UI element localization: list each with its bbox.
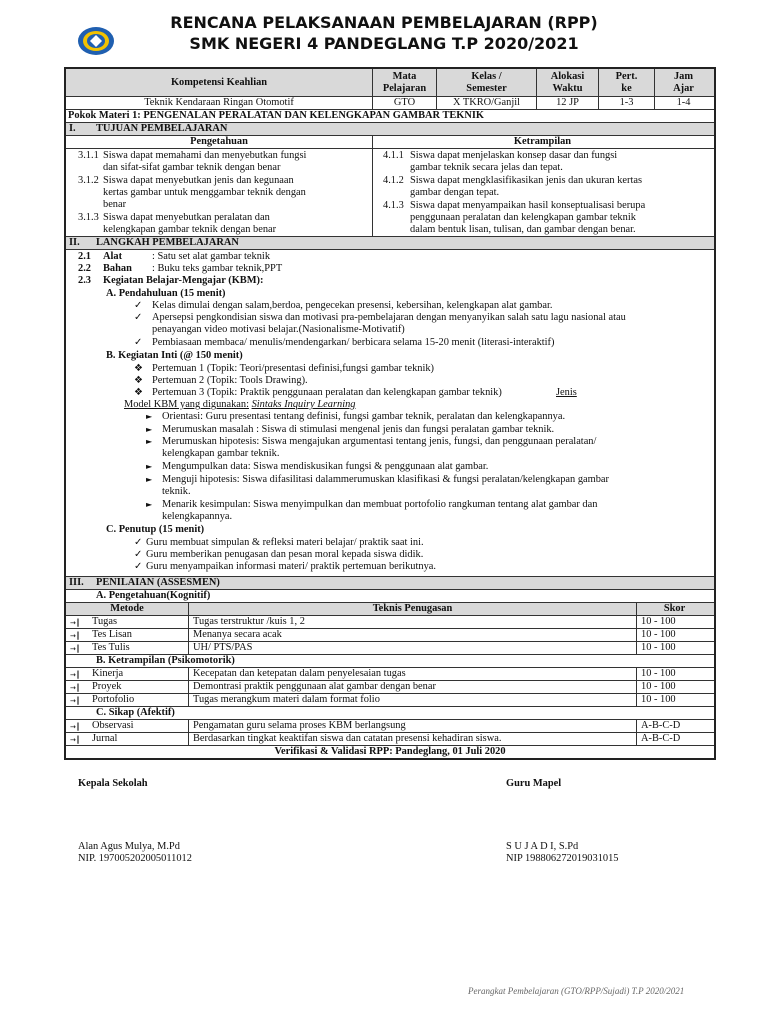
col-kompetensi: Kompetensi Keahlian xyxy=(170,77,268,88)
score-cell: 10 - 100 xyxy=(636,681,712,693)
value-pertemuan: 1-3 xyxy=(598,97,654,109)
kognitif-row xyxy=(66,642,714,655)
value-mapel: GTO xyxy=(372,97,436,109)
kognitif-row xyxy=(66,616,714,629)
method-cell: →║ Kinerja xyxy=(70,668,124,679)
section-langkah-heading: II. LANGKAH PEMBELAJARAN xyxy=(66,237,714,250)
sintaks-item: Mengumpulkan data: Siswa mendiskusikan fungsi & penggunaan alat gambar. xyxy=(162,461,489,472)
kepala-sekolah-name: Alan Agus Mulya, M.Pd xyxy=(78,841,180,852)
pendahuluan-heading: A. Pendahuluan (15 menit) xyxy=(106,288,226,299)
kepala-sekolah-nip: NIP. 197005202005011012 xyxy=(78,853,192,864)
task-cell: Menanya secara acak xyxy=(188,629,636,641)
value-kelas: X TKRO/Ganjil xyxy=(436,97,536,109)
penutup-item: Guru memberikan penugasan dan pesan moral kepada siswa didik. xyxy=(146,549,424,560)
model-jenis: Jenis xyxy=(556,387,577,398)
method-cell: →║ Portofolio xyxy=(70,694,135,705)
inti-heading: B. Kegiatan Inti (@ 150 menit) xyxy=(106,350,243,361)
penutup-heading: C. Penutup (15 menit) xyxy=(106,524,205,535)
row-marker-icon: →║ xyxy=(70,645,81,653)
afektif-heading: C. Sikap (Afektif) xyxy=(66,707,714,720)
rpp-sheet xyxy=(64,67,716,760)
psikomotorik-row xyxy=(66,681,714,694)
langkah-body: 2.1 Alat : Satu set alat gambar teknik 2.2 Bahan : Buku teks gambar teknik,PPT 2.3 Kegiatan Belajar-Mengajar (KBM): A. Pendahuluan (15 menit) ✓ Kelas dimulai dengan salam,berdoa, pengecekan presensi, kebersihan, kelengkapan alat gambar. ✓ Apersepsi pengkondisian siswa dan motivasi pra-pembelajaran dengan menyanyikan salah satu lagu nasional atau penayangan video motivasi belajar.(Nasionalisme-Motivatif) ✓ Pembiasaan membaca/ menulis/mendengarkan/ berbicara selama 15-20 menit (literasi-interaktif) B. Kegiatan Inti (@ 150 menit) ❖ Pertemuan 1 (Topik: Teori/presentasi definisi,fungsi gambar teknik) ❖ Pertemuan 2 (Topik: Tools Drawing). ❖ Pertemuan 3 (Topik: Praktik penggunaan peralatan dan kelengkapan gambar teknik) Jenis Model KBM yang digunakan: Sintaks Inquiry Learning ► Orientasi: Guru presentasi tentang definisi, fungsi gambar teknik, peralatan dan kelengkapannya. ► Merumuskan masalah : Siswa di stimulasi mengenal jenis dan fungsi peralatan gambar teknik. ► Merumuskan hipotesis: Siswa mengajukan argumentasi tentang jenis, fungsi, dan penggunaan peralatan/ kelengkapan gambar teknik. ► Mengumpulkan data: Siswa mendiskusikan fungsi & penggunaan alat gambar. ► Menguji hipotesis: Siswa difasilitasi dalammerumuskan klasifikasi & fungsi peralatan/kelengkapan gambar teknik. ► Menarik kesimpulan: Siswa menyimpulkan dan membuat portofolio rangkuman tentang alat gambar dan kelengkapannya. C. Penutup (15 menit) ✓ Guru membuat simpulan & refleksi materi belajar/ praktik saat ini. ✓ Guru memberikan penugasan dan pesan moral kepada siswa didik. ✓ Guru menyampaikan informasi materi/ praktik pertemuan berikutnya. xyxy=(66,250,714,577)
row-marker-icon: →║ xyxy=(70,632,81,640)
sintaks-item: Orientasi: Guru presentasi tentang definisi, fungsi gambar teknik, peralatan dan kelengkapannya. xyxy=(162,411,566,422)
pengetahuan-label: Pengetahuan xyxy=(190,136,248,147)
method-cell: →║ Proyek xyxy=(70,681,122,692)
afektif-row xyxy=(66,720,714,733)
psikomotorik-heading: B. Ketrampilan (Psikomotorik) xyxy=(66,655,714,668)
document-title: RENCANA PELAKSANAAN PEMBELAJARAN (RPP) xyxy=(170,13,598,32)
sintaks-item: Merumuskan masalah : Siswa di stimulasi mengenal jenis dan fungsi peralatan gambar teknik. xyxy=(162,424,555,435)
info-values-row xyxy=(66,97,714,110)
ketrampilan-label: Ketrampilan xyxy=(372,136,712,148)
task-cell: Pengamatan guru selama proses KBM berlangsung xyxy=(188,720,636,732)
score-cell: 10 - 100 xyxy=(636,668,712,680)
method-cell: →║ Tes Tulis xyxy=(70,642,130,653)
value-kompetensi: Teknik Kendaraan Ringan Otomotif xyxy=(144,97,294,108)
task-cell: UH/ PTS/PAS xyxy=(188,642,636,654)
pendahuluan-item: ✓ xyxy=(134,300,143,311)
score-cell: 10 - 100 xyxy=(636,629,712,641)
pertemuan-item: ❖ xyxy=(134,375,143,386)
method-cell: →║ Jurnal xyxy=(70,733,118,744)
row-marker-icon: →║ xyxy=(70,684,81,692)
pokok-materi: Pokok Materi 1: PENGENALAN PERALATAN DAN KELENGKAPAN GAMBAR TEKNIK xyxy=(66,110,714,123)
col-pertemuan: Pert. ke xyxy=(598,69,654,96)
guru-mapel-nip: NIP 198806272019031015 xyxy=(506,853,619,864)
col-kelas: Kelas / Semester xyxy=(436,69,536,96)
kepala-sekolah-role: Kepala Sekolah xyxy=(78,778,148,789)
document-header xyxy=(0,12,768,54)
penutup-item: Guru menyampaikan informasi materi/ praktik pertemuan berikutnya. xyxy=(146,561,436,572)
pengetahuan-list: 3.1.1 Siswa dapat memahami dan menyebutkan fungsi dan sifat-sifat gambar teknik dengan benar 3.1.2 Siswa dapat menyebutkan jenis dan kegunaan kertas gambar untuk menggambar teknik dengan benar 3.1.3 Siswa dapat menyebutkan peralatan dan kelengkapan gambar teknik dengan benar xyxy=(78,150,307,235)
pertemuan-item: ❖ xyxy=(134,363,143,374)
guru-mapel-role: Guru Mapel xyxy=(506,778,562,789)
value-jam: 1-4 xyxy=(654,97,712,109)
score-cell: 10 - 100 xyxy=(636,616,712,628)
task-cell: Demontrasi praktik penggunaan alat gambar dengan benar xyxy=(188,681,636,693)
pendahuluan-item: ✓ xyxy=(134,312,143,323)
verifikasi: Verifikasi & Validasi RPP: Pandeglang, 01 Juli 2020 xyxy=(66,746,714,760)
col-alokasi: Alokasi Waktu xyxy=(536,69,598,96)
ketrampilan-list: 4.1.1 Siswa dapat menjelaskan konsep dasar dan fungsi gambar teknik secara jelas dan tepat. 4.1.2 Siswa dapat mengklasifikasikan jenis dan ukuran kertas gambar dengan tepat. 4.1.3 Siswa dapat menyampaikan hasil konseptualisasi berupa penggunaan peralatan dan kelengkapan gambar teknik dalam bentuk lisan, tulisan, dan gambar dengan benar. xyxy=(372,149,712,236)
method-cell: →║ Tes Lisan xyxy=(70,629,132,640)
method-cell: →║ Observasi xyxy=(70,720,134,731)
value-alokasi: 12 JP xyxy=(536,97,598,109)
row-marker-icon: →║ xyxy=(70,697,81,705)
sintaks-item: Menarik kesimpulan: Siswa menyimpulkan dan membuat portofolio rangkuman tentang alat gambar dan xyxy=(162,499,598,510)
page-footer: Perangkat Pembelajaran (GTO/RPP/Sujadi) T.P 2020/2021 xyxy=(468,986,685,996)
kognitif-heading: A. Pengetahuan(Kognitif) xyxy=(66,590,714,603)
section-tujuan-heading: I. TUJUAN PEMBELAJARAN xyxy=(66,123,714,136)
pendahuluan-item: ✓ xyxy=(134,337,143,348)
pertemuan-item: ❖ xyxy=(134,387,143,398)
task-cell: Berdasarkan tingkat keaktifan siswa dan catatan presensi kehadiran siswa. xyxy=(188,733,636,745)
score-cell: A-B-C-D xyxy=(636,720,712,732)
psikomotorik-row xyxy=(66,668,714,681)
model-kbm: Model KBM yang digunakan: Sintaks Inquiry Learning xyxy=(124,399,356,410)
psikomotorik-row xyxy=(66,694,714,707)
task-cell: Tugas terstruktur /kuis 1, 2 xyxy=(188,616,636,628)
kognitif-row xyxy=(66,629,714,642)
score-cell: 10 - 100 xyxy=(636,694,712,706)
penutup-item: Guru membuat simpulan & refleksi materi belajar/ praktik saat ini. xyxy=(146,537,424,548)
penilaian-col-header: Metode Teknis Penugasan Skor xyxy=(66,603,714,616)
col-jam: Jam Ajar xyxy=(654,69,712,96)
guru-mapel-name: S U J A D I, S.Pd xyxy=(506,841,579,852)
row-marker-icon: →║ xyxy=(70,736,81,744)
score-cell: A-B-C-D xyxy=(636,733,712,745)
row-marker-icon: →║ xyxy=(70,671,81,679)
col-mapel: Mata Pelajaran xyxy=(372,69,436,96)
info-header-row xyxy=(66,69,714,97)
afektif-row xyxy=(66,733,714,746)
sintaks-item: Merumuskan hipotesis: Siswa mengajukan argumentasi tentang jenis, fungsi, dan penggunaan peralatan/ xyxy=(162,436,597,447)
task-cell: Tugas merangkum materi dalam format folio xyxy=(188,694,636,706)
section-penilaian-heading: III. PENILAIAN (ASSESMEN) xyxy=(66,577,714,590)
task-cell: Kecepatan dan ketepatan dalam penyelesaian tugas xyxy=(188,668,636,680)
row-marker-icon: →║ xyxy=(70,723,81,731)
method-cell: →║ Tugas xyxy=(70,616,118,627)
tujuan-body xyxy=(66,149,714,237)
row-marker-icon: →║ xyxy=(70,619,81,627)
school-name: SMK NEGERI 4 PANDEGLANG T.P 2020/2021 xyxy=(189,34,579,53)
sintaks-item: Menguji hipotesis: Siswa difasilitasi dalammerumuskan klasifikasi & fungsi peralatan/kelengkapan gambar xyxy=(162,474,609,485)
tujuan-subheader xyxy=(66,136,714,149)
score-cell: 10 - 100 xyxy=(636,642,712,654)
